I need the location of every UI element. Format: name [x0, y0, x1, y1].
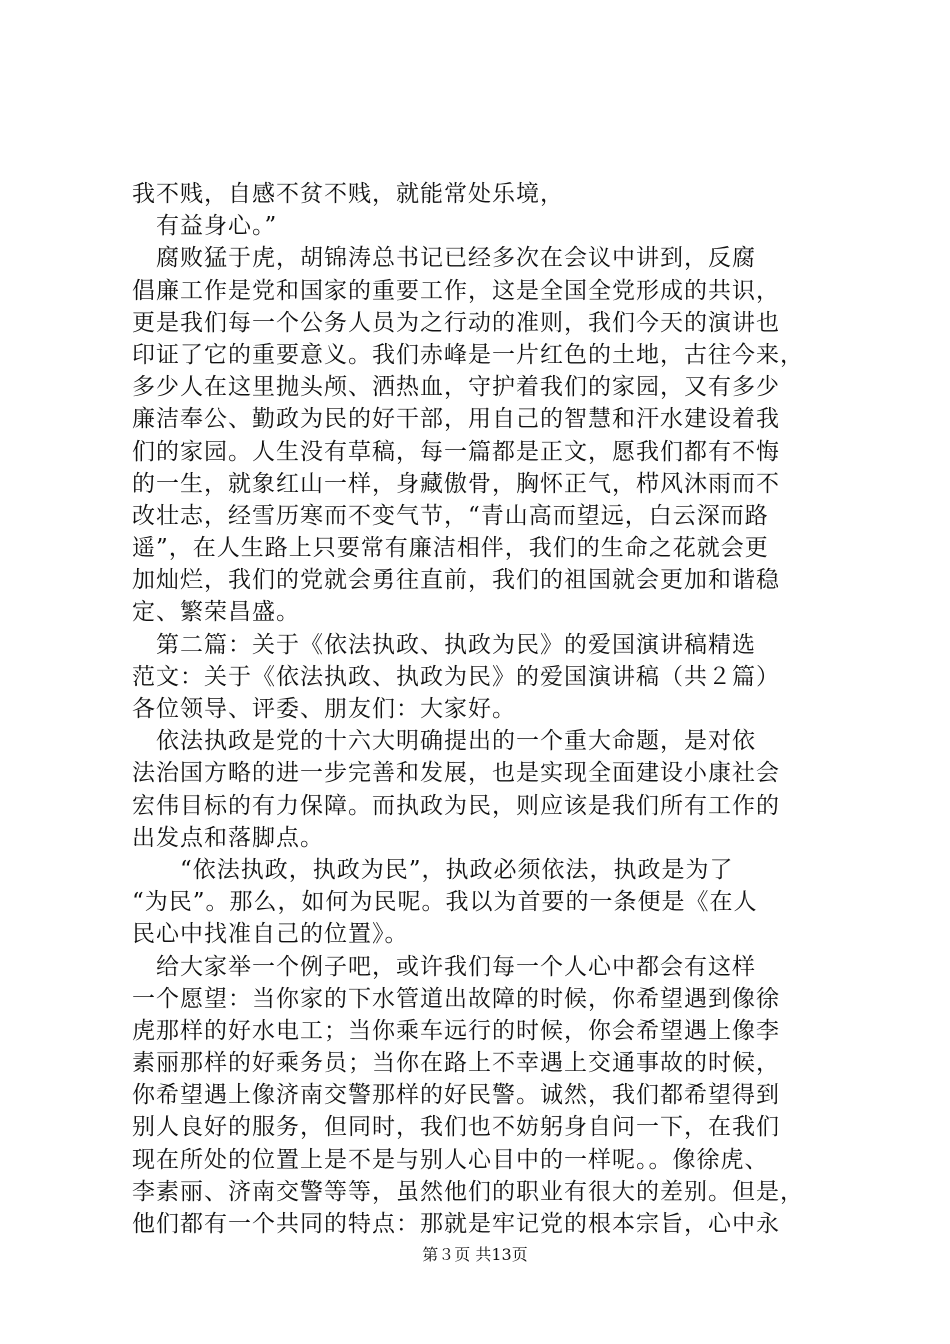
- text-line: 各位领导、评委、朋友们：大家好。: [132, 696, 516, 722]
- text-line: 现在所处的位置上是不是与别人心目中的一样呢。。像徐虎、: [132, 1146, 769, 1173]
- text-line: 他们都有一个共同的特点：那就是牢记党的根本宗旨，心中永: [132, 1211, 780, 1237]
- body-text: [132, 178, 832, 1240]
- text-line: 一个愿望：当你家的下水管道出故障的时候，你希望遇到像徐: [132, 985, 780, 1012]
- text-line: 素丽那样的好乘务员；当你在路上不幸遇上交通事故的时候，: [132, 1050, 780, 1077]
- text-line: 的一生，就象红山一样，身藏傲骨，胸怀正气，栉风沐雨而不: [132, 470, 780, 497]
- text-line: “为民”。那么，如何为民呢。我以为首要的一条便是《在人: [132, 889, 758, 916]
- text-line: 倡廉工作是党和国家的重要工作，这是全国全党形成的共识，: [132, 277, 780, 304]
- text-line: 改壮志，经雪历寒而不变气节，“青山高而望远，白云深而路: [132, 502, 769, 529]
- text-line: 民心中找准自己的位置》。: [132, 921, 409, 948]
- text-line: 腐败猛于虎，胡锦涛总书记已经多次在会议中讲到，反腐: [132, 245, 756, 272]
- section-heading-line: 第二篇：关于《依法执政、执政为民》的爱国演讲稿精选: [132, 631, 756, 658]
- text-line: 你希望遇上像济南交警那样的好民警。诚然，我们都希望得到: [132, 1082, 780, 1109]
- text-line: 依法执政是党的十六大明确提出的一个重大命题，是对依: [132, 728, 756, 755]
- text-line: 有益身心。”: [132, 213, 278, 240]
- text-line: 印证了它的重要意义。我们赤峰是一片红色的土地，古往今来，: [132, 341, 804, 368]
- text-line: 我不贱，自感不贫不贱，就能常处乐境，: [132, 181, 564, 207]
- text-line: 别人良好的服务，但同时，我们也不妨躬身自问一下，在我们: [132, 1114, 780, 1141]
- text-line: 加灿烂，我们的党就会勇往直前，我们的祖国就会更加和谐稳: [132, 567, 780, 594]
- text-line: 出发点和落脚点。: [132, 824, 324, 851]
- text-line: 遥”，在人生路上只要常有廉洁相伴，我们的生命之花就会更: [132, 535, 769, 562]
- text-line: 虎那样的好水电工；当你乘车远行的时候，你会希望遇上像李: [132, 1017, 780, 1044]
- text-line: 给大家举一个例子吧，或许我们每一个人心中都会有这样: [132, 953, 756, 980]
- text-line: 法治国方略的进一步完善和发展，也是实现全面建设小康社会: [132, 760, 780, 787]
- text-line: 更是我们每一个公务人员为之行动的准则，我们今天的演讲也: [132, 309, 780, 336]
- section-heading-line: 范文：关于《依法执政、执政为民》的爱国演讲稿（共２篇）: [132, 663, 780, 690]
- text-line: 多少人在这里抛头颅、洒热血，守护着我们的家园，又有多少: [132, 374, 780, 401]
- text-line: 们的家园。人生没有草稿，每一篇都是正文，愿我们都有不悔: [132, 438, 780, 465]
- page-number-footer: 第３页 共13页: [422, 1245, 528, 1264]
- text-line: 定、繁荣昌盛。: [132, 599, 300, 626]
- text-line: 李素丽、济南交警等等，虽然他们的职业有很大的差别。但是，: [132, 1178, 804, 1205]
- text-line: 廉洁奉公、勤政为民的好干部，用自己的智慧和汗水建设着我: [132, 406, 780, 433]
- text-line: 宏伟目标的有力保障。而执政为民，则应该是我们所有工作的: [132, 792, 780, 819]
- text-line: “依法执政，执政为民”，执政必须依法，执政是为了: [132, 856, 734, 883]
